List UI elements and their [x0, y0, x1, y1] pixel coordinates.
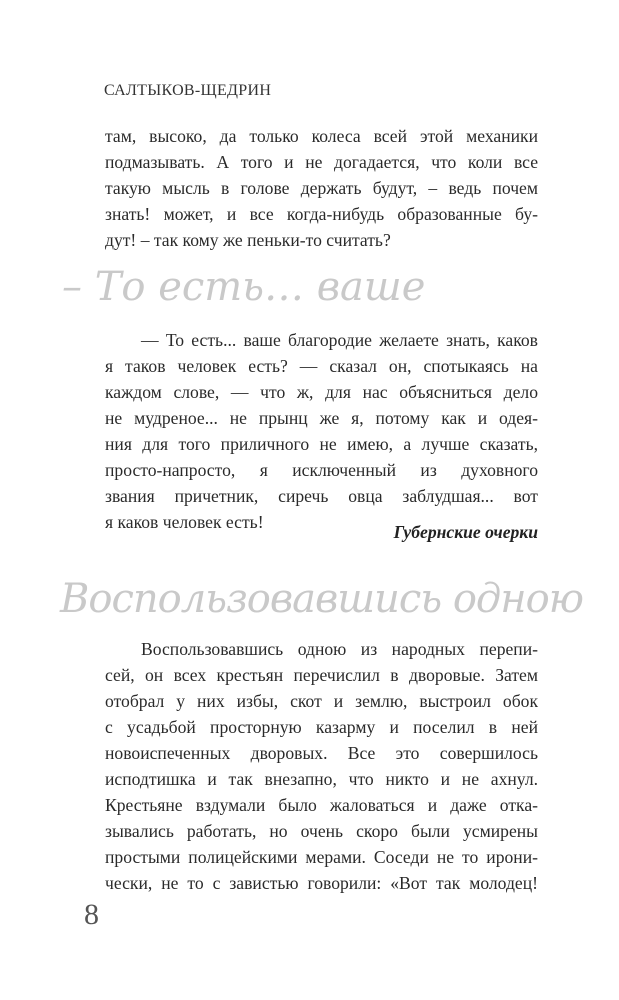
text-line: — То есть... ваше благородие желаете знать, каков: [141, 330, 538, 350]
text-line: исподтишка и так внезапно, что никто и не ахнул.: [105, 769, 538, 789]
text-line: такую мысль в голове держать будут, – ведь почем: [105, 178, 538, 198]
text-line: сей, он всех крестьян перечислил в дворовые. Затем: [105, 665, 538, 685]
text-line: дут! – так кому же пеньки-то считать?: [105, 230, 391, 250]
paragraph-2: [105, 327, 538, 535]
text-line: звания причетник, сиречь овца заблудшая... вот: [105, 486, 538, 506]
text-line: я каков человек есть!: [105, 512, 264, 532]
text-line: подмазывать. А того и не догадается, что коли все: [105, 152, 538, 172]
text-line: просто-напросто, я исключенный из духовного: [105, 460, 538, 480]
page-number: 8: [84, 898, 99, 931]
source-attribution: Губернские очерки: [393, 522, 538, 542]
paragraph-1: [105, 123, 538, 253]
decorative-script-heading: – То есть… ваше: [62, 264, 426, 310]
text-line: отобрал у них избы, скот и землю, выстроил обок: [105, 691, 538, 711]
text-line: чески, не то с завистью говорили: «Вот так молодец!: [105, 873, 538, 893]
text-line: я таков человек есть? — сказал он, спотыкаясь на: [105, 356, 538, 376]
text-line: Воспользовавшись одною из народных перепи-: [141, 639, 538, 659]
text-line: там, высоко, да только колеса всей этой механики: [105, 126, 538, 146]
text-line: Крестьяне вздумали было жаловаться и даже отка-: [105, 795, 538, 815]
text-line: простыми полицейскими мерами. Соседи не то ирони-: [105, 847, 538, 867]
text-line: не мудреное... не прынц же я, потому как и одея-: [105, 408, 538, 428]
text-line: ния для того приличного не имею, а лучше сказать,: [105, 434, 538, 454]
text-line: новоиспеченных дворовых. Все это совершилось: [105, 743, 538, 763]
text-line: каждом слове, — что ж, для нас объясниться дело: [105, 382, 538, 402]
running-head: САЛТЫКОВ-ЩЕДРИН: [104, 82, 272, 99]
decorative-script-heading: Воспользовавшись одною: [60, 576, 583, 622]
text-line: с усадьбой просторную казарму и поселил в ней: [105, 717, 538, 737]
paragraph-3: [105, 636, 538, 896]
text-line: зывались работать, но очень скоро были усмирены: [105, 821, 538, 841]
text-line: знать! может, и все когда-нибудь образованные бу-: [105, 204, 538, 224]
